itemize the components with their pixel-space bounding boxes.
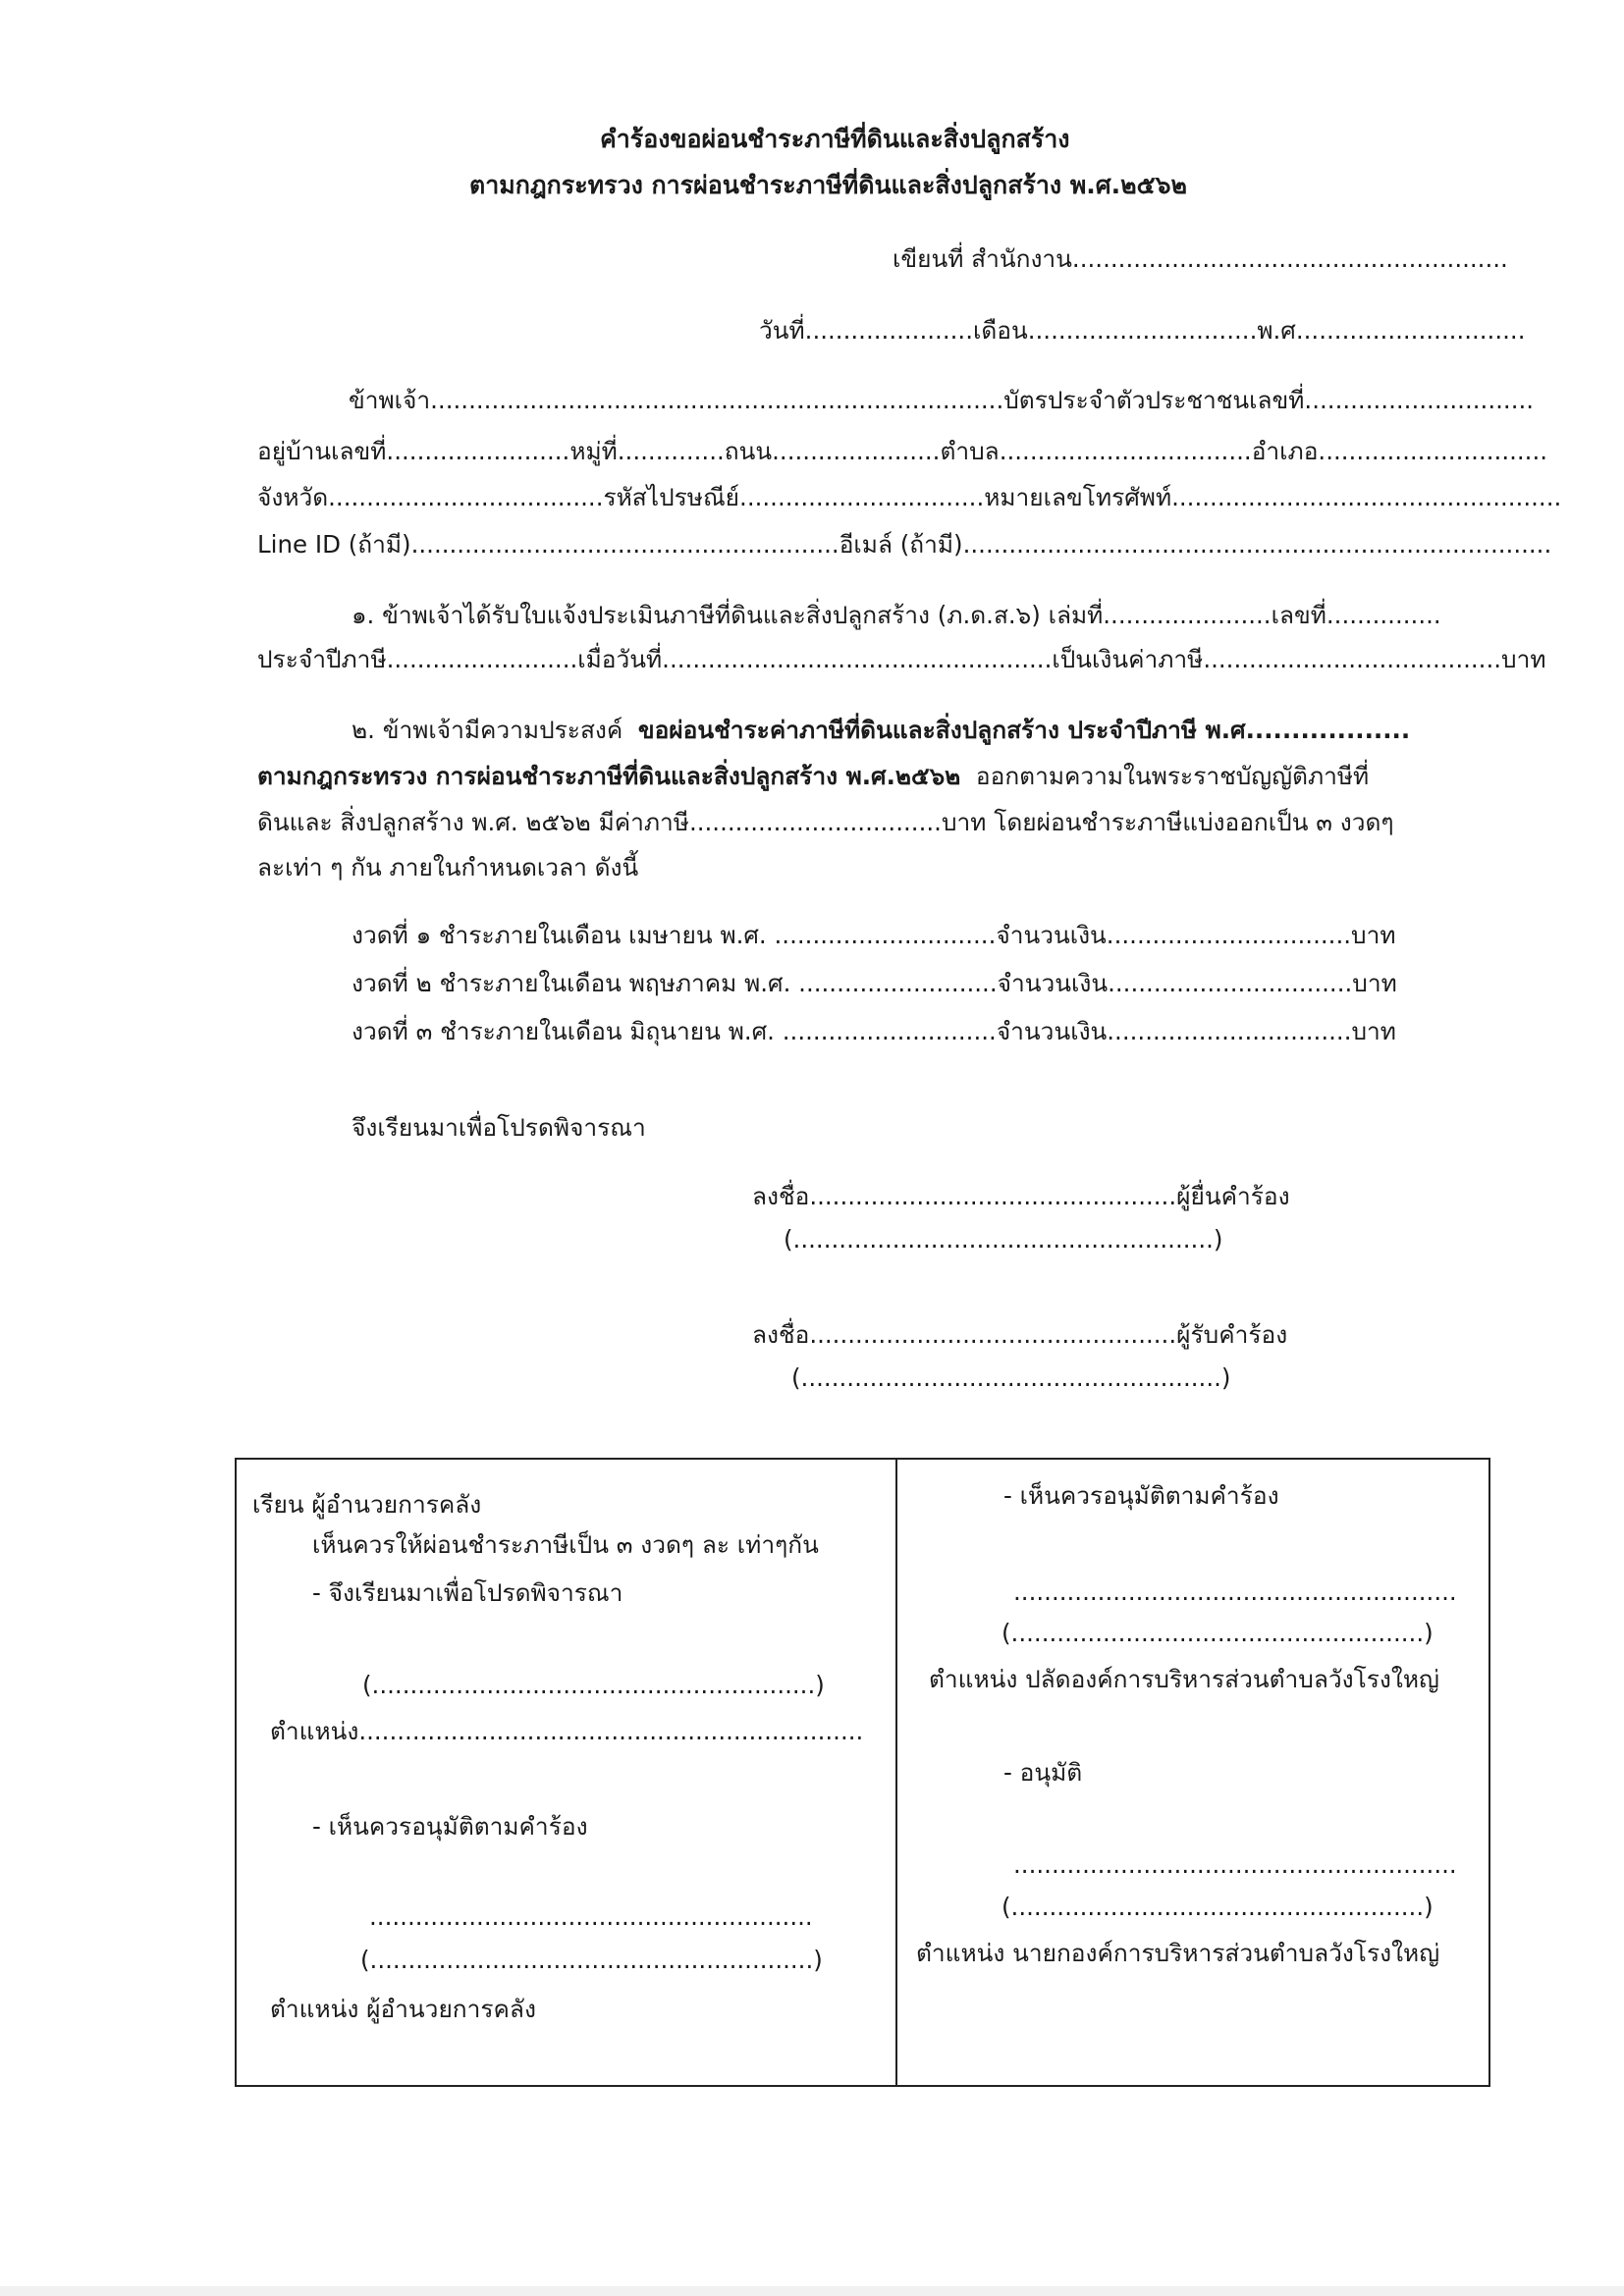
item1-line1[interactable]: ๑. ข้าพเจ้าได้รับใบแจ้งประเมินภาษีที่ดินและสิ่งปลูกสร้าง (ภ.ด.ส.๖) เล่มที่......................เลขที่............... (352, 601, 1441, 629)
right-signature2-field[interactable]: .......................................................... (1013, 1850, 1457, 1879)
right-approve-opinion: - เห็นควรอนุมัติตามคำร้อง (1003, 1481, 1279, 1510)
item2-act-reference: ออกตามความในพระราชบัญญัติภาษีที่ (975, 762, 1370, 790)
applicant-name-field[interactable]: ข้าพเจ้า...........................................................................บัตรประจำตัวประชาชนเลขที่.............................. (349, 386, 1535, 414)
approval-box-divider (895, 1458, 897, 2085)
date-field[interactable]: วันที่......................เดือน..............................พ.ศ.............................. (759, 316, 1526, 345)
item2-intent: ๒. ข้าพเจ้ามีความประสงค์ (352, 716, 623, 744)
installment-1[interactable]: งวดที่ ๑ ชำระภายในเดือน เมษายน พ.ศ. .............................จำนวนเงิน................................บาท (352, 921, 1396, 949)
left-submit: - จึงเรียนมาเพื่อโปรดพิจารณา (312, 1578, 623, 1607)
left-opinion: เห็นควรให้ผ่อนชำระภาษีเป็น ๓ งวดๆ ละ เท่าๆกัน (312, 1530, 819, 1559)
left-approve-opinion: - เห็นควรอนุมัติตามคำร้อง (312, 1812, 588, 1841)
receiver-printed-name[interactable]: (.......................................................) (791, 1363, 1231, 1392)
right-name2-field[interactable]: (......................................................) (1001, 1893, 1434, 1921)
item2-regulation: ตามกฎกระทรวง การผ่อนชำระภาษีที่ดินและสิ่งปลูกสร้าง พ.ศ.๒๕๖๒ (257, 762, 961, 790)
left-name1-field[interactable]: (..........................................................) (362, 1671, 825, 1699)
item2-tax-amount[interactable]: ดินและ สิ่งปลูกสร้าง พ.ศ. ๒๕๖๒ มีค่าภาษี.................................บาท โดยผ่อนชำระภาษีแบ่งออกเป็น ๓ งวดๆ (257, 808, 1394, 836)
written-at-field[interactable]: เขียนที่ สำนักงาน......................................................... (893, 244, 1508, 273)
left-to-director: เรียน ผู้อำนวยการคลัง (252, 1490, 482, 1519)
form-title-line2: ตามกฎกระทรวง การผ่อนชำระภาษีที่ดินและสิ่งปลูกสร้าง พ.ศ.๒๕๖๒ (469, 171, 1187, 199)
form-title-line1: คำร้องขอผ่อนชำระภาษีที่ดินและสิ่งปลูกสร้าง (600, 125, 1070, 153)
applicant-printed-name[interactable]: (.......................................................) (784, 1225, 1223, 1254)
province-field[interactable]: จังหวัด....................................รหัสไปรษณีย์................................หมายเลขโทรศัพท์................................................... (257, 483, 1562, 511)
right-name1-field[interactable]: (......................................................) (1001, 1619, 1434, 1647)
applicant-signature[interactable]: ลงชื่อ................................................ผู้ยื่นคำร้อง (752, 1182, 1290, 1210)
right-signature1-field[interactable]: .......................................................... (1013, 1577, 1457, 1606)
contact-field[interactable]: Line ID (ถ้ามี)........................................................อีเมล์ (ถ้ามี)............................................................................. (257, 530, 1552, 559)
closing-text: จึงเรียนมาเพื่อโปรดพิจารณา (352, 1113, 646, 1142)
left-position2: ตำแหน่ง ผู้อำนวยการคลัง (270, 1995, 536, 2023)
scan-bottom-edge (0, 2286, 1624, 2296)
left-name2-field[interactable]: (..........................................................) (360, 1946, 823, 1974)
item1-line2[interactable]: ประจำปีภาษี.........................เมื่อวันที่...................................................เป็นเงินค่าภาษี.......................................บาท (257, 645, 1546, 673)
left-position1-field[interactable]: ตำแหน่ง.................................................................. (270, 1717, 864, 1745)
left-signature-field[interactable]: .......................................................... (369, 1902, 813, 1931)
right-position2: ตำแหน่ง นายกองค์การบริหารส่วนตำบลวังโรงใหญ่ (916, 1939, 1440, 1967)
installment-2[interactable]: งวดที่ ๒ ชำระภายในเดือน พฤษภาคม พ.ศ. ..........................จำนวนเงิน................................บาท (352, 969, 1397, 997)
item2-request[interactable]: ขอผ่อนชำระค่าภาษีที่ดินและสิ่งปลูกสร้าง ประจำปีภาษี พ.ศ.................. (637, 716, 1411, 744)
right-position1: ตำแหน่ง ปลัดองค์การบริหารส่วนตำบลวังโรงใหญ่ (929, 1665, 1439, 1693)
item2-line2 (257, 760, 1369, 793)
item2-line4: ละเท่า ๆ กัน ภายในกำหนดเวลา ดังนี้ (257, 853, 639, 881)
installment-3[interactable]: งวดที่ ๓ ชำระภายในเดือน มิถุนายน พ.ศ. ............................จำนวนเงิน................................บาท (352, 1017, 1396, 1045)
receiver-signature[interactable]: ลงชื่อ................................................ผู้รับคำร้อง (752, 1320, 1288, 1349)
item2-line1 (352, 714, 1410, 747)
address-field[interactable]: อยู่บ้านเลขที่........................หมู่ที่..............ถนน......................ตำบล.................................อำเภอ.............................. (257, 437, 1548, 465)
right-approved: - อนุมัติ (1003, 1758, 1083, 1787)
